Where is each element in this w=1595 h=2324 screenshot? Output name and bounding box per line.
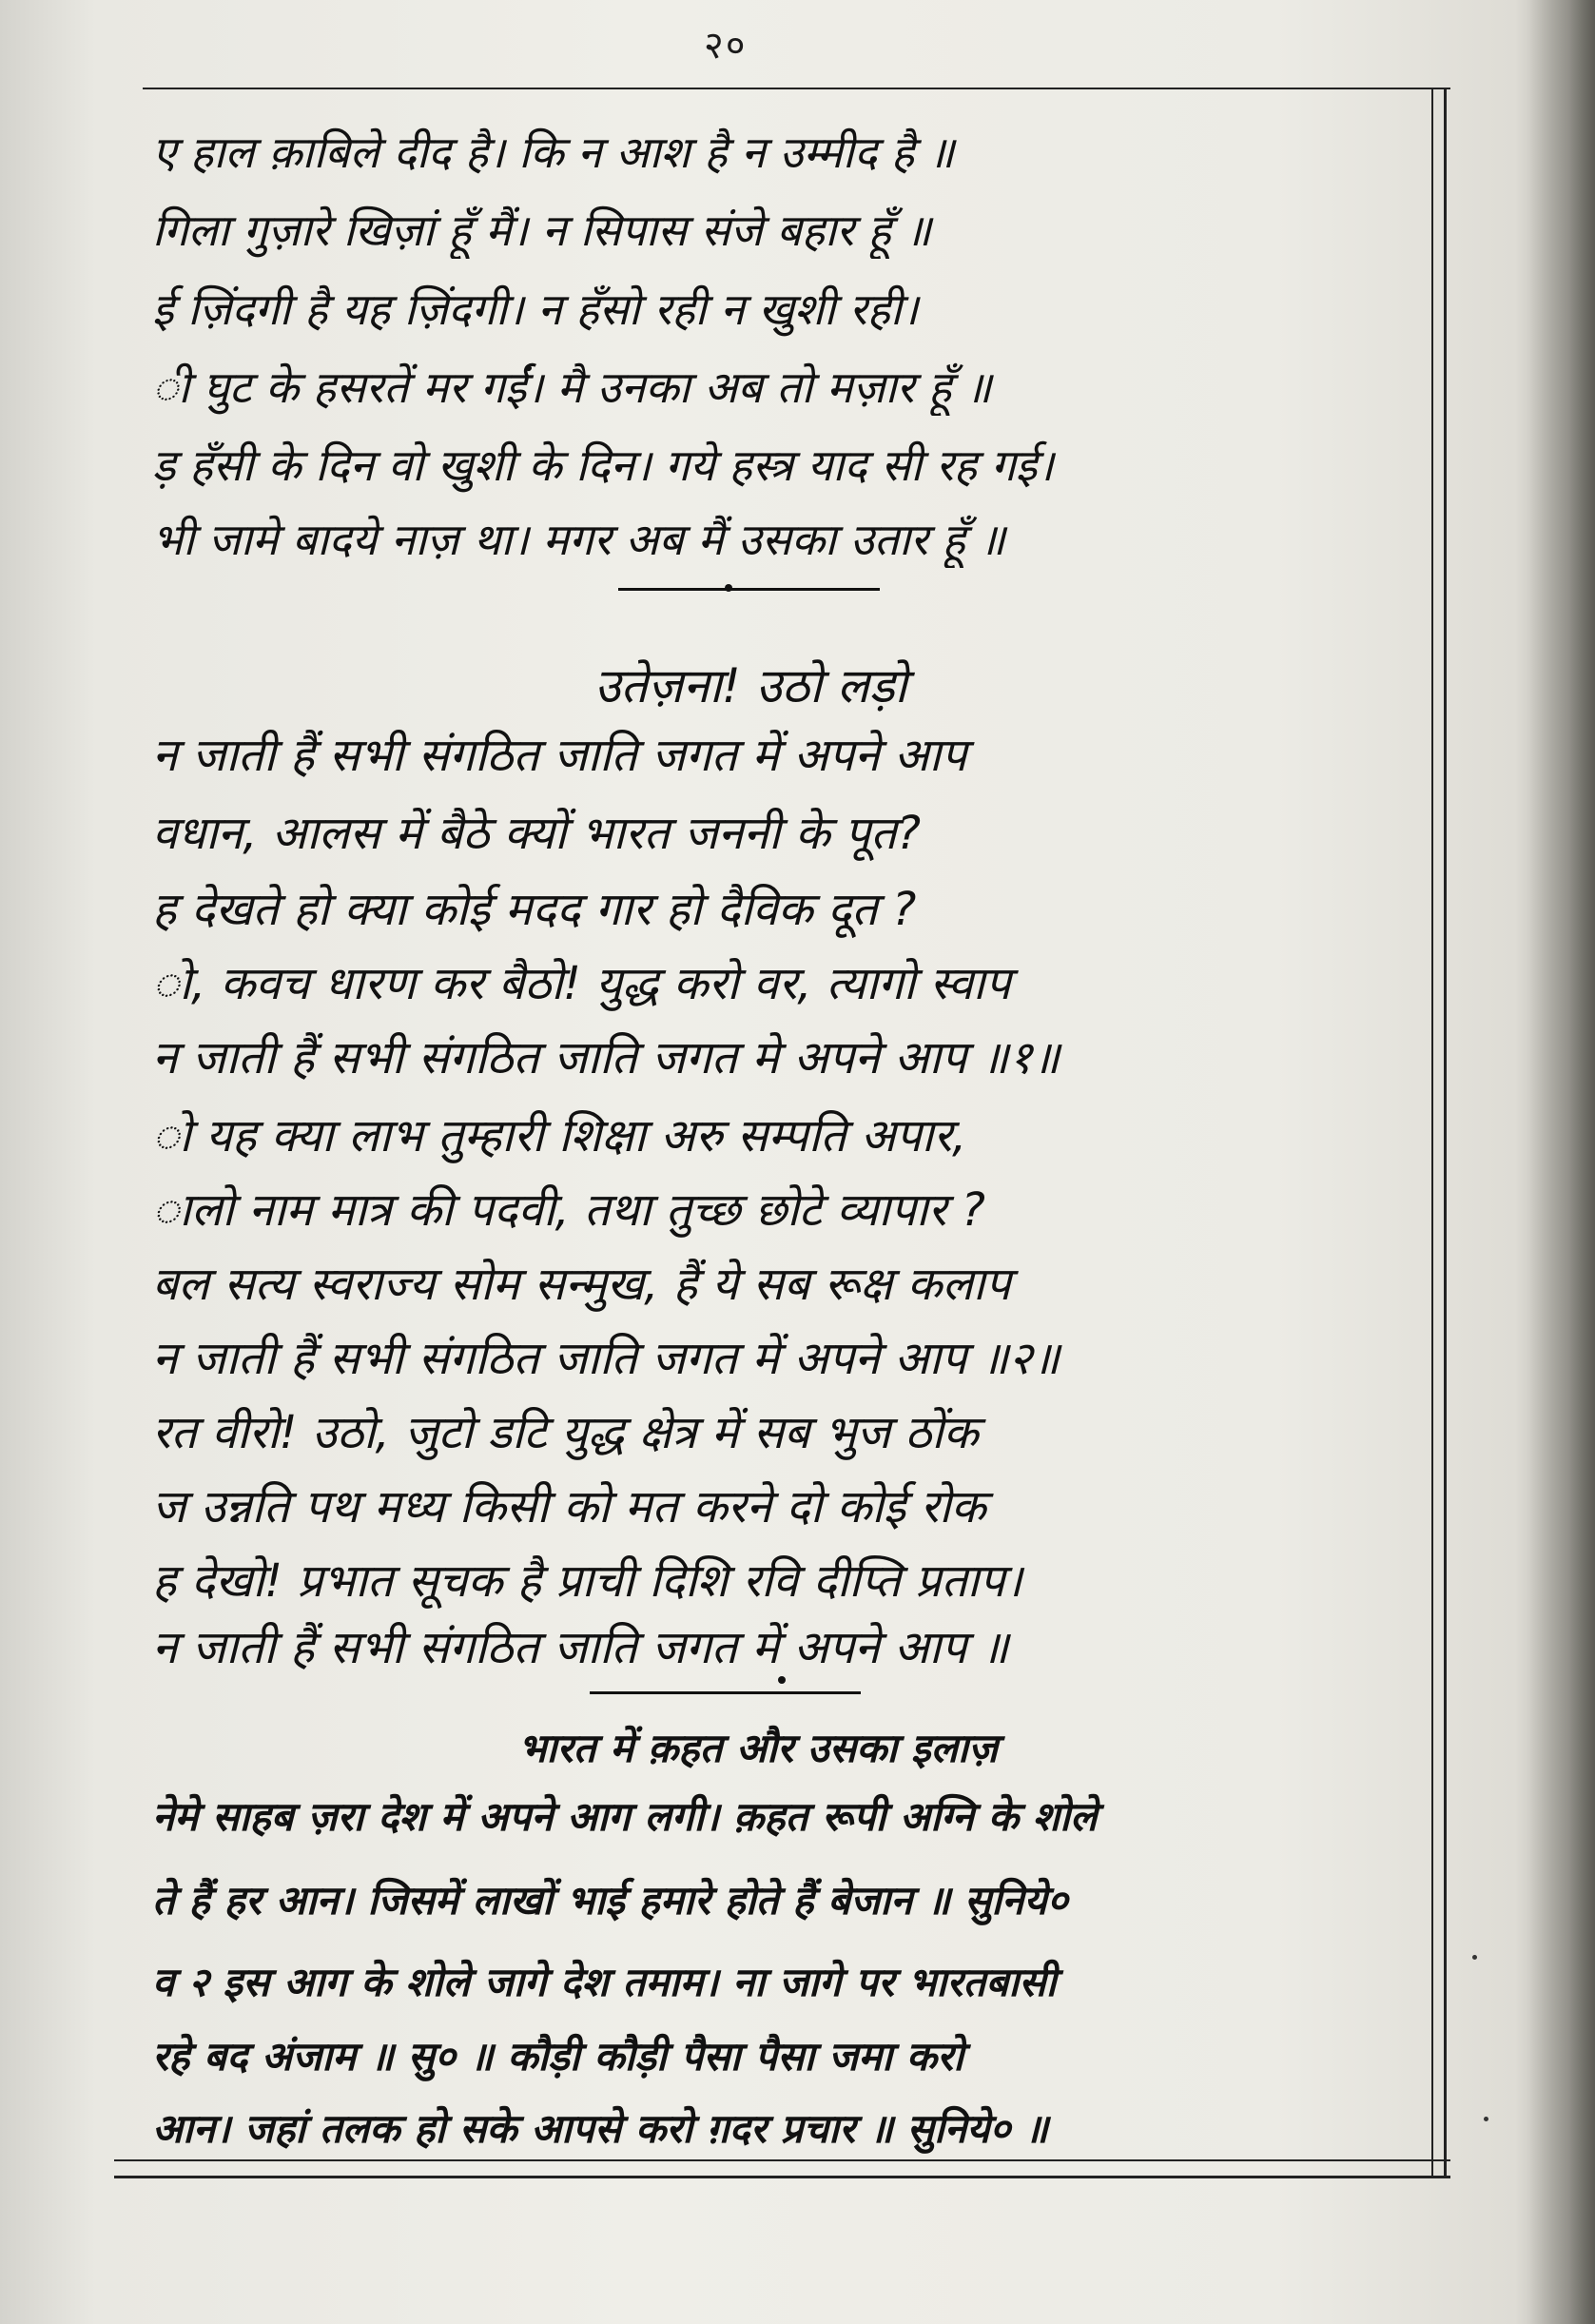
section-divider bbox=[618, 588, 880, 591]
poem-line: बल सत्य स्वराज्य सोम सन्मुख, हैं ये सब रूक्ष कलाप bbox=[152, 1258, 1011, 1311]
verse-line: ए हाल क़ाबिले दीद है। कि न आश है न उम्मीद है ॥ bbox=[152, 127, 955, 178]
verse-line: ड़ हँसी के दिन वो खुशी के दिन। गये हस्त्र याद सी रह गई। bbox=[152, 439, 1054, 491]
section-divider bbox=[590, 1691, 861, 1694]
page-edge-shadow bbox=[1528, 0, 1595, 2324]
ink-speck bbox=[1484, 2117, 1488, 2121]
verse-line: ई ज़िंदगी है यह ज़िंदगी। न हँसो रही न खुशी रही। bbox=[152, 283, 919, 335]
poem-line: रत वीरो! उठो, जुटो डटि युद्ध क्षेत्र में सब भुज ठोंक bbox=[152, 1406, 979, 1459]
frame-bottom-rule-outer bbox=[114, 2176, 1450, 2178]
song-line: आन। जहां तलक हो सके आपसे करो ग़दर प्रचार ॥ सुनिये० ॥ bbox=[152, 2105, 1049, 2152]
poem-line: ह देखो! प्रभात सूचक है प्राची दिशि रवि दीप्ति प्रताप। bbox=[152, 1554, 1022, 1608]
poem-line: न जाती हैं सभी संगठित जाति जगत में अपने आप ॥२॥ bbox=[152, 1332, 1060, 1385]
poem-line: न जाती हैं सभी संगठित जाति जगत में अपने आप bbox=[152, 729, 967, 782]
divider-dot bbox=[725, 584, 732, 592]
verse-line: ी घुट के हसरतें मर गईं। मै उनका अब तो मज़ार हूँ ॥ bbox=[152, 361, 992, 413]
poem-line: ो यह क्या लाभ तुम्हारी शिक्षा अरु सम्पति अपार, bbox=[152, 1109, 967, 1162]
song-line: रहे बद अंजाम ॥ सु० ॥ कौड़ी कौड़ी पैसा पैसा जमा करो bbox=[152, 2033, 964, 2080]
poem-line: ो, कवच धारण कर बैठो! युद्ध करो वर, त्यागो स्वाप bbox=[152, 957, 1011, 1010]
poem-line: न जाती हैं सभी संगठित जाति जगत मे अपने आप ॥१॥ bbox=[152, 1031, 1060, 1084]
verse-line: भी जामे बादये नाज़ था। मगर अब मैं उसका उतार हूँ ॥ bbox=[152, 514, 1006, 565]
poem-line: ालो नाम मात्र की पदवी, तथा तुच्छ छोटे व्यापार ? bbox=[152, 1183, 985, 1237]
frame-bottom-rule bbox=[114, 2159, 1450, 2161]
song-line: नेमे साहब ज़रा देश में अपने आग लगी। क़हत रूपी अग्नि के शोले bbox=[152, 1793, 1098, 1840]
divider-dot bbox=[778, 1676, 786, 1684]
section-title: भारत में क़हत और उसका इलाज़ bbox=[518, 1725, 999, 1771]
poem-line: वधान, आलस में बैठे क्यों भारत जननी के पूत? bbox=[152, 807, 922, 860]
frame-right-rule-outer bbox=[1444, 88, 1447, 2178]
frame-top-rule bbox=[143, 88, 1450, 89]
section-title: उतेज़ना! उठो लड़ो bbox=[594, 658, 907, 713]
song-line: ते हैं हर आन। जिसमें लाखों भाई हमारे होते हैं बेजान ॥ सुनिये० bbox=[152, 1877, 1068, 1924]
poem-line: ह देखते हो क्या कोई मदद गार हो दैविक दूत ? bbox=[152, 883, 917, 936]
poem-line: न जाती हैं सभी संगठित जाति जगत में अपने आप ॥ bbox=[152, 1621, 1009, 1674]
ink-speck bbox=[1472, 1955, 1477, 1960]
verse-line: गिला गुज़ारे खिज़ां हूँ मैं। न सिपास संजे बहार हूँ ॥ bbox=[152, 205, 932, 256]
song-line: व २ इस आग के शोले जागे देश तमाम। ना जागे पर भारतबासी bbox=[152, 1959, 1057, 2005]
page-number: २० bbox=[704, 24, 748, 68]
frame-right-rule bbox=[1431, 88, 1433, 2178]
poem-line: ज उन्नति पथ मध्य किसी को मत करने दो कोई रोक bbox=[152, 1480, 986, 1533]
